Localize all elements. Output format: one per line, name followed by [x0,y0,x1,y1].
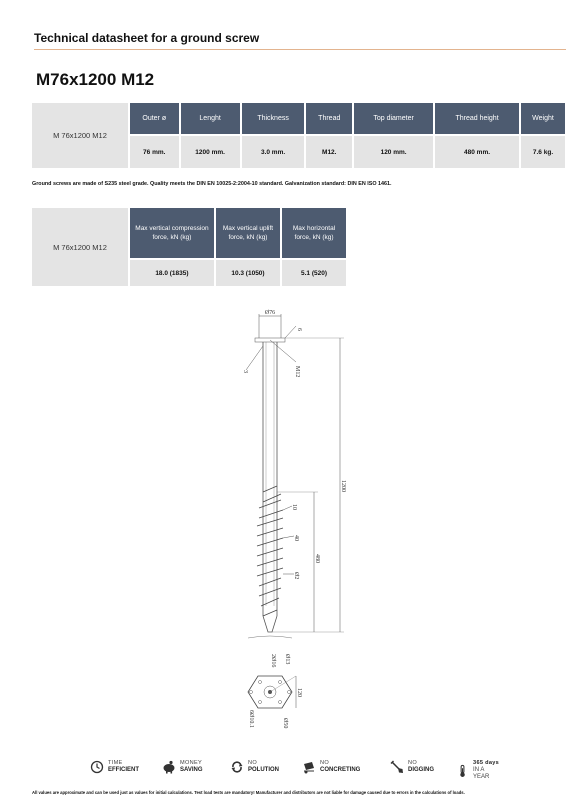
material-note: Ground screws are made of S235 steel grade. Quality meets the DIN EN 10025-2:2004-10 standard. Galvanization standard: DIN EN ISO 1461. [32,181,392,187]
dim-holes-count: 6Ø10.1 [248,710,254,728]
screw-thread [257,486,283,616]
dim-thread-length: 480 [314,554,320,563]
spec-value-outer: 76 mm. [129,135,180,168]
dim-plate: 6 [296,328,302,331]
feature-line2: DIGGING [408,767,435,773]
load-value-compression: 18.0 (1835) [129,259,215,286]
dim-pcd: Ø50 [282,718,288,729]
spec-header-outer: Outer ø [129,103,180,135]
concrete-mixer-icon [302,760,316,774]
dim-hole-1: 2Ø16 [270,654,276,668]
dim-flight: 40 [293,535,299,541]
load-header-uplift: Max vertical uplift force, kN (kg) [215,208,281,259]
thermometer-icon [456,764,469,778]
dim-total: 1200 [340,480,346,492]
feature-strip [90,760,500,782]
dim-pitch: 10 [291,504,297,510]
spec-header-weight: Weight [520,103,565,135]
spec-value-length: 1200 mm. [180,135,241,168]
dim-pipe: 3 [242,370,248,373]
feature-no-digging [390,760,434,774]
spec-value-thickness: 3.0 mm. [241,135,306,168]
dim-outer: Ø76 [264,310,276,316]
feature-money-saving [162,760,203,774]
shovel-icon [390,760,404,774]
feature-line1: MONEY [180,760,203,766]
spec-row-label: M 76x1200 M12 [32,103,129,168]
spec-value-top-diameter: 120 mm. [353,135,434,168]
feature-line2: IN A YEAR [473,767,490,780]
spec-value-thread: M12. [305,135,353,168]
feature-line1: NO [248,760,257,766]
feature-line1: NO [408,760,417,766]
feature-line1: TIME [108,760,123,766]
load-header-compression: Max vertical compression force, kN (kg) [129,208,215,259]
feature-365-days [456,760,500,781]
dim-nut: M12 [294,366,300,378]
feature-no-pollution [230,760,279,774]
feature-line1: NO [320,760,329,766]
feature-line2: EFFICIENT [108,767,139,773]
spec-value-thread-height: 480 mm. [434,135,520,168]
load-value-horizontal: 5.1 (520) [281,259,346,286]
screw-tip [263,616,277,632]
spec-header-thread: Thread [305,103,353,135]
feature-line2: POLUTION [248,767,279,773]
dim-flange: 120 [296,688,302,697]
product-title: M76x1200 M12 [36,70,155,89]
load-table [32,208,346,286]
spec-header-top-diameter: Top diameter [353,103,434,135]
feature-time-efficient [90,760,139,774]
load-row-label: M 76x1200 M12 [32,208,129,286]
recycle-icon [230,760,244,774]
header-title: Technical datasheet for a ground screw [34,31,260,45]
feature-line1: 365 days [473,760,500,766]
spec-table [32,103,565,168]
piggy-bank-icon [162,760,176,774]
spec-header-length: Lenght [180,103,241,135]
header-divider [34,49,566,50]
feature-line2: CONCRETING [320,767,361,773]
dim-tip: Ø2 [293,572,299,580]
load-header-horizontal: Max horizontal force, kN (kg) [281,208,346,259]
clock-icon [90,760,104,774]
dim-hole-2: Ø13 [284,654,290,665]
spec-header-thread-height: Thread height [434,103,520,135]
disclaimer-footer: All values are approximate and can be used just as values for initial calculations. Test load tests are mandatory! Manufacturer and distributors are not liable for damage caused due to errors in the calculations of loads. [32,790,465,795]
flange-plan-view [248,636,296,708]
spec-header-thickness: Thickness [241,103,306,135]
feature-line2: SAVING [180,767,203,773]
load-value-uplift: 10.3 (1050) [215,259,281,286]
spec-value-weight: 7.6 kg. [520,135,565,168]
feature-no-concreting [302,760,360,774]
ground-screw-drawing [230,306,370,744]
